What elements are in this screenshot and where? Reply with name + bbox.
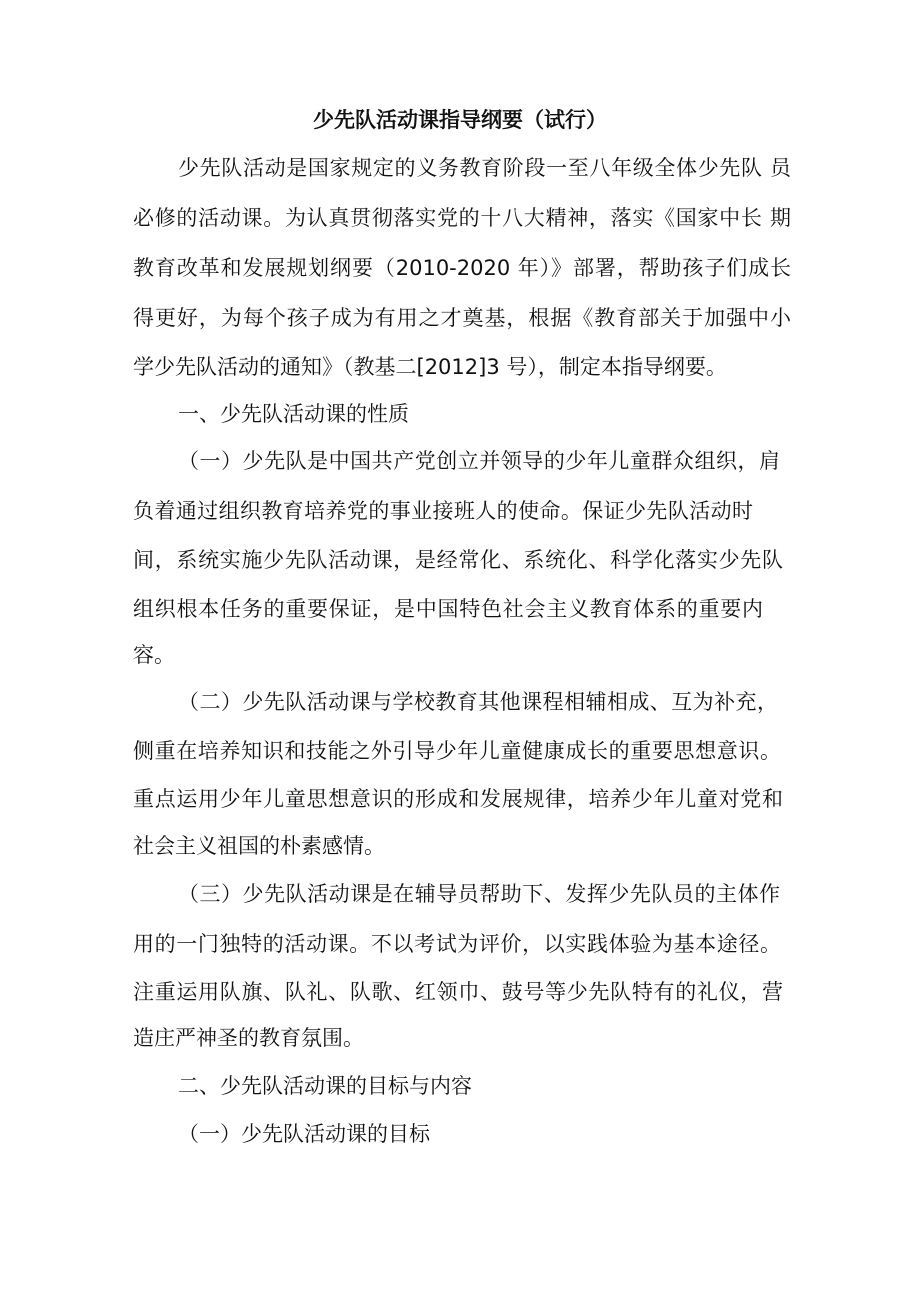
section-1-item-1-line-1: （一）少先队是中国共产党创立并领导的少年儿童群众组织，肩 [178, 449, 780, 473]
section-2-heading: 二、少先队活动课的目标与内容 [178, 1074, 472, 1098]
section-1-item-2-line-1: （二）少先队活动课与学校教育其他课程相辅相成、互为补充， [178, 690, 778, 714]
intro-line-4: 得更好，为每个孩子成为有用之才奠基，根据《教育部关于加强中小 [133, 306, 791, 330]
intro-line-3: 教育改革和发展规划纲要（2010-2020 年）》部署，帮助孩子们成长 [133, 256, 791, 280]
section-1-item-1-line-3: 间，系统实施少先队活动课，是经常化、系统化、科学化落实少先队 [133, 548, 783, 572]
section-1-item-1-line-5: 容。 [133, 643, 175, 667]
intro-line-2: 必修的活动课。为认真贯彻落实党的十八大精神，落实《国家中长 期 [133, 206, 791, 230]
section-1-item-2-line-2: 侧重在培养知识和技能之外引导少年儿童健康成长的重要思想意识。 [133, 739, 781, 763]
section-1-item-2-line-4: 社会主义祖国的朴素感情。 [133, 834, 385, 858]
section-2-subheading-1: （一）少先队活动课的目标 [178, 1122, 430, 1146]
section-1-item-2-line-3: 重点运用少年儿童思想意识的形成和发展规律，培养少年儿童对党和 [133, 787, 783, 811]
section-1-heading: 一、少先队活动课的性质 [178, 402, 409, 426]
section-1-item-1-line-4: 组织根本任务的重要保证，是中国特色社会主义教育体系的重要内 [133, 597, 763, 621]
intro-line-1: 少先队活动是国家规定的义务教育阶段一至八年级全体少先队 员 [178, 156, 791, 180]
section-1-item-3-line-4: 造庄严神圣的教育氛围。 [133, 1026, 364, 1050]
section-1-item-3-line-3: 注重运用队旗、队礼、队歌、红领巾、鼓号等少先队特有的礼仪，营 [133, 980, 783, 1004]
section-1-item-3-line-1: （三）少先队活动课是在辅导员帮助下、发挥少先队员的主体作 [178, 882, 780, 906]
section-1-item-1-line-2: 负着通过组织教育培养党的事业接班人的使命。保证少先队活动时 [133, 499, 753, 523]
intro-line-5: 学少先队活动的通知》（教基二[2012]3 号），制定本指导纲要。 [133, 355, 727, 379]
document-title: 少先队活动课指导纲要（试行） [313, 108, 607, 132]
section-1-item-3-line-2: 用的一门独特的活动课。不以考试为评价，以实践体验为基本途径。 [133, 932, 781, 956]
